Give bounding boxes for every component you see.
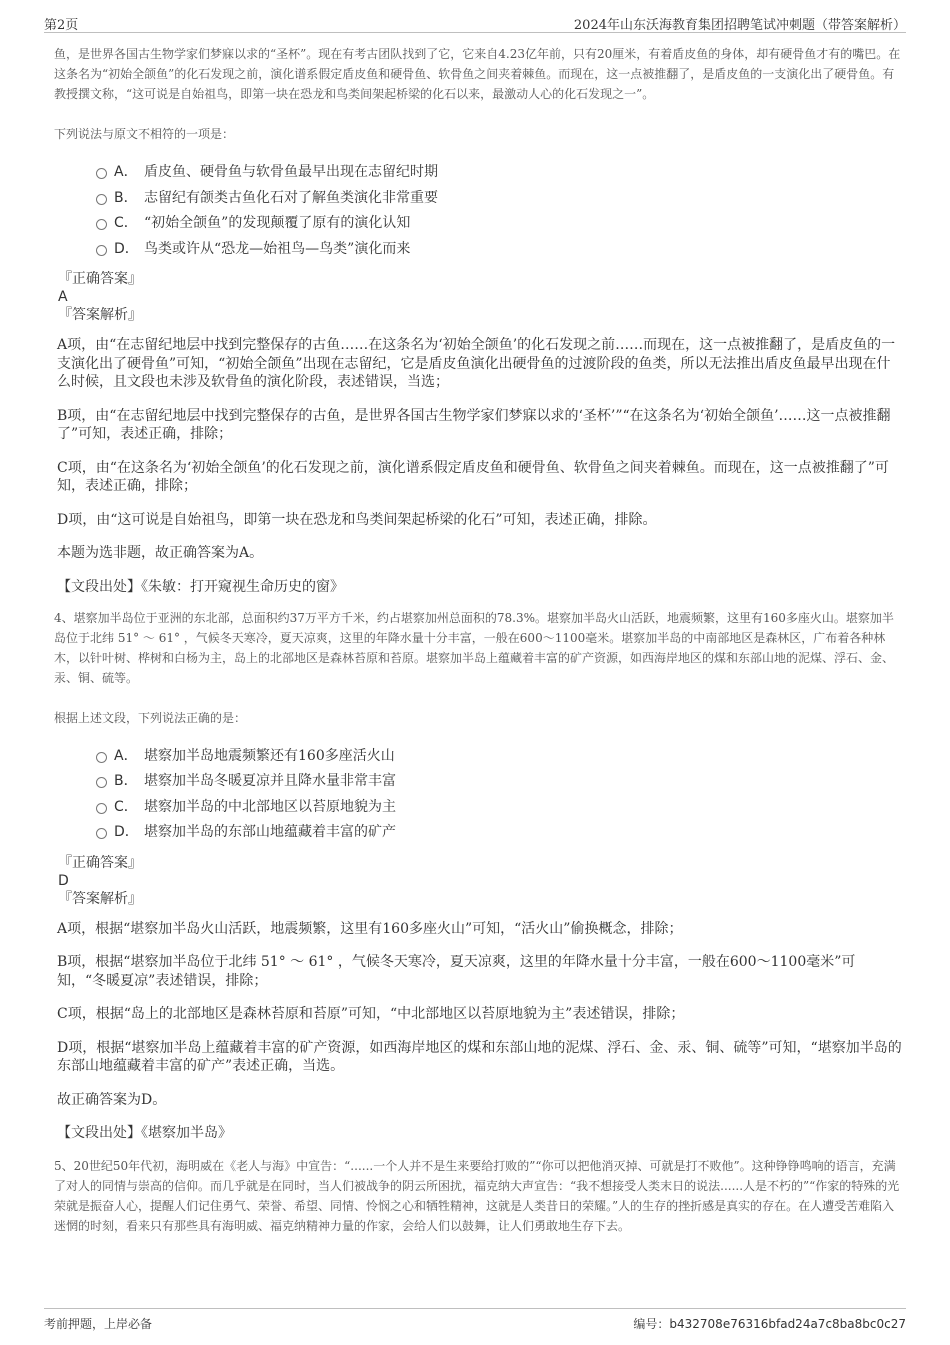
document-id-code: b432708e76316bfad24a7c8ba8bc0c27 xyxy=(669,1317,906,1331)
q3-explanation-a: A项，由“在志留纪地层中找到完整保存的古鱼……在这条名为‘初始全颌鱼’的化石发现之前……而现在，这一点被推翻了，是盾皮鱼的一支演化出了硬骨鱼”可知，“初始全颌鱼”出现在志留纪，它是盾皮鱼演化出硬骨鱼的过渡阶段的鱼类，所以无法推出盾皮鱼最早出现在什么时候，且文段也未涉及软骨鱼的演化阶段，表述错误，当选； xyxy=(57,337,896,390)
option-letter: C． xyxy=(114,798,138,815)
q4-explanation-c: C项，根据“岛上的北部地区是森林苔原和苔原”可知，“中北部地区以苔原地貌为主”表述错误，排除； xyxy=(57,1006,685,1022)
option-text: 堪察加半岛地震频繁还有160多座活火山 xyxy=(144,747,395,764)
q3-option-a[interactable] xyxy=(96,160,904,186)
q3-passage: 鱼，是世界各国古生物学家们梦寐以求的“圣杯”。现在有考古团队找到了它，它来自4.23亿年前，只有20厘米，有着盾皮鱼的身体，却有硬骨鱼才有的嘴巴。在这条名为“初始全颌鱼”的化石发现之前，演化谱系假定盾皮鱼和硬骨鱼、软骨鱼之间夹着棘鱼。而现在，这一点被推翻了，是盾皮鱼的一支演化出了硬骨鱼。有教授撰文称，“这可说是自始祖鸟，即第一块在恐龙和鸟类间架起桥梁的化石以来，最激动人心的化石发现之一”。 xyxy=(54,47,901,101)
q4-option-b[interactable] xyxy=(96,769,904,795)
option-letter: A． xyxy=(114,747,138,764)
q5-passage: 5、20世纪50年代初，海明威在《老人与海》中宣告：“......一个人并不是生来要给打败的”“你可以把他消灭掉、可就是打不败他”。这种铮铮鸣响的语言，充满了对人的同情与崇高的信仰。而几乎就是在同时，当人们被战争的阴云所困扰，福克纳大声宣告：“我不想接受人类末日的说法......人是不朽的”“作家的特殊的光荣就是振奋人心，提醒人们记住勇气、荣誉、希望、同情、怜悯之心和牺牲精神，这就是人类昔日的荣耀。”人的生存的挫折感是真实的存在。在人遭受苦难陷入迷惘的时刻，看来只有那些具有海明威、福克纳精神力量的作家，会给人们以鼓舞，让人们勇敢地生存下去。 xyxy=(54,1159,900,1233)
q4-passage: 4、堪察加半岛位于亚洲的东北部，总面积约37万平方千米，约占堪察加州总面积的78.3%。堪察加半岛火山活跃，地震频繁，这里有160多座火山。堪察加半岛位于北纬 51° ～ 61° ，气候冬天寒冷，夏天凉爽，这里的年降水量十分丰富，一般在600～1100毫米。堪察加半岛的中南部地区是森林区，广布着各种林木，以针叶树、桦树和白杨为主，岛上的北部地区是森林苔原和苔原。堪察加半岛上蕴藏着丰富的矿产资源，如西海岸地区的煤和东部山地的泥煤、浮石、金、汞、铜、硫等。 xyxy=(54,610,895,685)
option-text: 堪察加半岛的中北部地区以苔原地貌为主 xyxy=(144,798,396,815)
q4-explanation-d: D项，根据“堪察加半岛上蕴藏着丰富的矿产资源，如西海岸地区的煤和东部山地的泥煤、浮石、金、汞、铜、硫等”可知，“堪察加半岛的东部山地蕴藏着丰富的矿产”表述正确，当选。 xyxy=(57,1039,902,1074)
q4-option-a[interactable] xyxy=(96,744,904,770)
q3-explanation-c: C项，由“在这条名为‘初始全颌鱼’的化石发现之前，演化谱系假定盾皮鱼和硬骨鱼、软骨鱼之间夹着棘鱼。而现在，这一点被推翻了”可知，表述正确，排除； xyxy=(57,459,889,494)
q3-prompt: 下列说法与原文不相符的一项是： xyxy=(54,127,235,141)
q3-option-d[interactable] xyxy=(96,237,904,263)
q4-explanation-a: A项，根据“堪察加半岛火山活跃，地震频繁，这里有160多座火山”可知，“活火山”偷换概念，排除； xyxy=(57,920,683,937)
page-number: 第2页 xyxy=(44,18,79,33)
q3-option-b[interactable] xyxy=(96,186,904,212)
q4-prompt: 根据上述文段，下列说法正确的是： xyxy=(54,710,247,725)
q3-answer-heading: 『正确答案』 xyxy=(58,271,142,287)
radio-icon[interactable] xyxy=(96,752,107,763)
q3-explanation-b: B项，由“在志留纪地层中找到完整保存的古鱼，是世界各国古生物学家们梦寐以求的‘圣杯’”“在这条名为‘初始全颌鱼’……这一点被推翻了”可知，表述正确，排除； xyxy=(57,407,891,442)
option-letter: A． xyxy=(114,164,138,180)
q3-conclusion: 本题为选非题，故正确答案为A。 xyxy=(57,545,264,561)
q4-source: 【文段出处】《堪察加半岛》 xyxy=(57,1125,232,1141)
q4-option-c[interactable] xyxy=(96,795,904,821)
radio-icon[interactable] xyxy=(96,219,107,230)
option-letter: B． xyxy=(114,773,138,789)
page-content xyxy=(54,44,904,1236)
q3-explanation-d: D项，由“这可说是自始祖鸟，即第一块在恐龙和鸟类间架起桥梁的化石”可知，表述正确，排除。 xyxy=(57,511,657,528)
document-id-label: 编号： xyxy=(633,1317,670,1331)
q4-analysis-heading: 『答案解析』 xyxy=(58,890,142,907)
option-text: 鸟类或许从“恐龙—始祖鸟—鸟类”演化而来 xyxy=(144,240,411,257)
option-text: 盾皮鱼、硬骨鱼与软骨鱼最早出现在志留纪时期 xyxy=(144,164,438,180)
radio-icon[interactable] xyxy=(96,194,107,205)
option-letter: C． xyxy=(114,215,138,231)
page-header xyxy=(44,12,906,33)
q4-conclusion: 故正确答案为D。 xyxy=(57,1091,167,1108)
option-text: 堪察加半岛的东部山地蕴藏着丰富的矿产 xyxy=(144,824,396,840)
q3-analysis-heading: 『答案解析』 xyxy=(58,307,142,323)
option-letter: B． xyxy=(114,189,138,206)
radio-icon[interactable] xyxy=(96,803,107,814)
q3-answer: A xyxy=(58,289,68,305)
option-letter: D． xyxy=(114,240,139,257)
option-text: 堪察加半岛冬暖夏凉并且降水量非常丰富 xyxy=(144,773,396,789)
option-text: “初始全颌鱼”的发现颠覆了原有的演化认知 xyxy=(144,215,411,231)
q4-answer-heading: 『正确答案』 xyxy=(58,854,142,871)
q3-source: 【文段出处】《朱敏：打开窥视生命历史的窗》 xyxy=(57,578,344,595)
radio-icon[interactable] xyxy=(96,828,107,839)
q4-explanation-b: B项，根据“堪察加半岛位于北纬 51° ～ 61° ，气候冬天寒冷，夏天凉爽，这里的年降水量十分丰富，一般在600～1100毫米”可知，“冬暖夏凉”表述错误，排除； xyxy=(57,954,856,989)
option-letter: D． xyxy=(114,824,139,840)
page-footer xyxy=(44,1308,906,1337)
q3-option-c[interactable] xyxy=(96,211,904,237)
q4-options xyxy=(96,744,904,846)
radio-icon[interactable] xyxy=(96,777,107,788)
option-text: 志留纪有颌类古鱼化石对了解鱼类演化非常重要 xyxy=(144,189,438,206)
document-id xyxy=(633,1315,906,1332)
q4-answer: D xyxy=(58,872,69,889)
radio-icon[interactable] xyxy=(96,245,107,256)
radio-icon[interactable] xyxy=(96,168,107,179)
document-title: 2024年山东沃海教育集团招聘笔试冲刺题（带答案解析） xyxy=(573,18,906,33)
q4-option-d[interactable] xyxy=(96,820,904,846)
q3-options xyxy=(96,160,904,262)
footer-slogan: 考前押题，上岸必备 xyxy=(44,1317,153,1331)
